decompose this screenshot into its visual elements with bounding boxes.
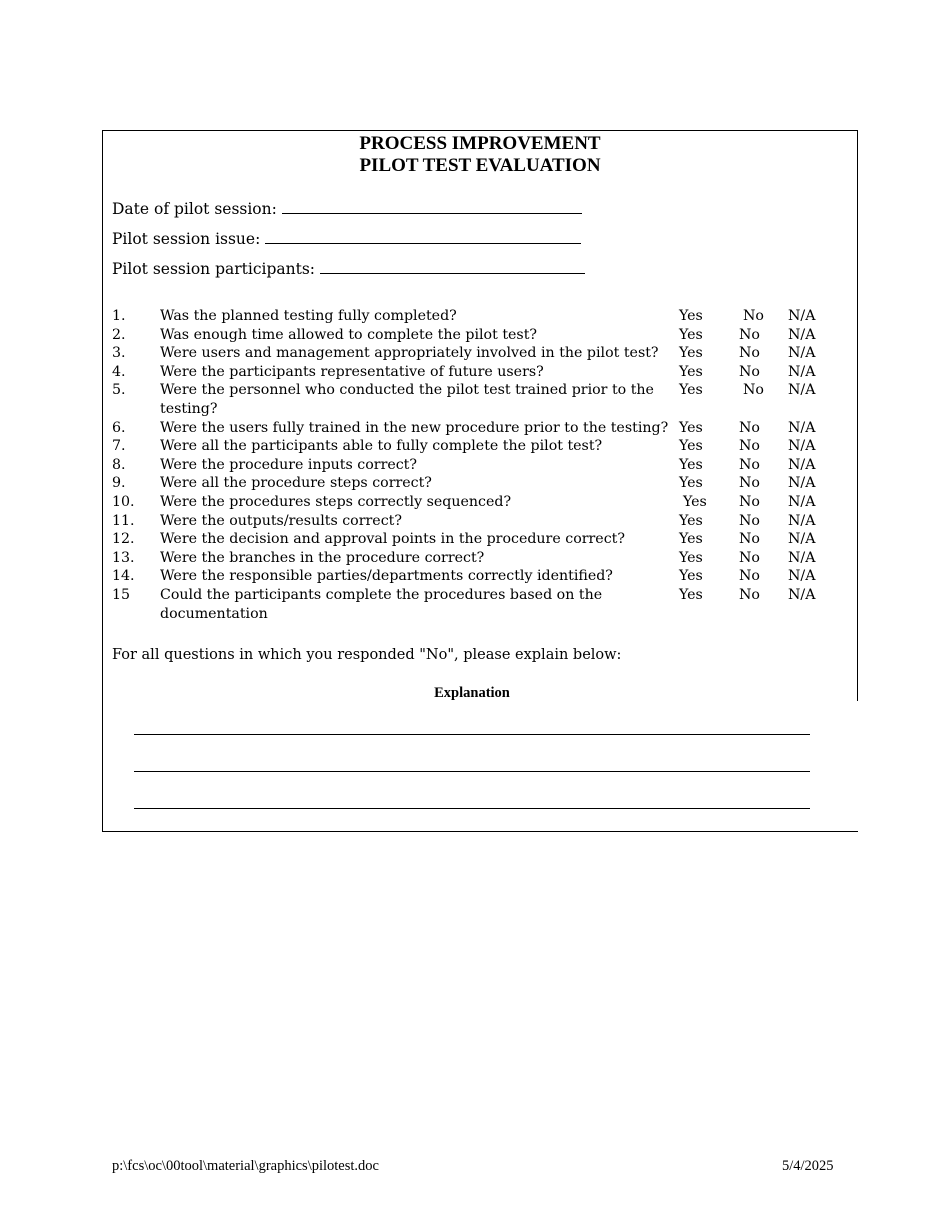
question-text: Were users and management appropriately involved in the pilot test?	[160, 345, 659, 362]
na-option[interactable]: N/A	[788, 587, 816, 603]
question-text: Could the participants complete the procedures based on the documentation	[160, 587, 603, 622]
na-option[interactable]: N/A	[788, 345, 816, 362]
no-option[interactable]: No	[743, 382, 764, 399]
date-field[interactable]	[112, 199, 582, 219]
no-option[interactable]: No	[739, 568, 760, 585]
na-option[interactable]: N/A	[788, 549, 816, 566]
yes-option[interactable]: Yes	[679, 512, 703, 529]
yes-option[interactable]: Yes	[679, 363, 703, 380]
na-option[interactable]: N/A	[788, 531, 816, 548]
question-text: Was the planned testing fully completed?	[160, 308, 457, 324]
yes-option[interactable]: Yes	[679, 419, 703, 436]
question-text: Were the procedure inputs correct?	[160, 456, 417, 473]
no-option[interactable]: No	[739, 363, 760, 380]
question-text: Were the outputs/results correct?	[160, 512, 402, 529]
question-text: Were the personnel who conducted the pilot test trained prior to the testing?	[160, 382, 654, 417]
question-number: 5.	[112, 382, 126, 399]
question-text: Were the decision and approval points in the procedure correct?	[160, 531, 625, 548]
footer-date: 5/4/2025	[782, 1158, 834, 1174]
question-text: Was enough time allowed to complete the pilot test?	[160, 326, 537, 343]
question-number: 13.	[112, 549, 135, 566]
na-option[interactable]: N/A	[788, 494, 816, 510]
question-number: 3.	[112, 345, 126, 362]
no-option[interactable]: No	[739, 494, 760, 510]
na-option[interactable]: N/A	[788, 568, 816, 585]
question-text: Were all the procedure steps correct?	[160, 475, 432, 492]
form-title-line-1: PROCESS IMPROVEMENT	[359, 133, 601, 154]
question-text: Were the procedures steps correctly sequenced?	[160, 494, 512, 510]
date-blank[interactable]	[282, 199, 582, 214]
form-title-line-2: PILOT TEST EVALUATION	[359, 155, 601, 176]
yes-option[interactable]: Yes	[679, 308, 703, 324]
issue-field[interactable]	[112, 229, 581, 249]
question-number: 10.	[112, 494, 135, 510]
na-option[interactable]: N/A	[788, 308, 816, 324]
no-option[interactable]: No	[739, 456, 760, 473]
na-option[interactable]: N/A	[788, 419, 816, 436]
yes-option[interactable]: Yes	[679, 568, 703, 585]
issue-label: Pilot session issue:	[112, 230, 261, 248]
question-text: Were the responsible parties/departments correctly identified?	[160, 568, 613, 585]
yes-option[interactable]: Yes	[679, 475, 703, 492]
participants-field[interactable]	[112, 259, 585, 279]
date-label: Date of pilot session:	[112, 200, 277, 218]
question-number: 8.	[112, 456, 126, 473]
yes-option[interactable]: Yes	[679, 438, 703, 455]
no-option[interactable]: No	[739, 438, 760, 455]
participants-label: Pilot session participants:	[112, 260, 316, 278]
question-number: 11.	[112, 512, 135, 529]
question-number: 14.	[112, 568, 135, 585]
no-option[interactable]: No	[739, 531, 760, 548]
na-option[interactable]: N/A	[788, 382, 816, 399]
question-text: Were the branches in the procedure correct?	[160, 549, 485, 566]
explanation-line-2[interactable]	[134, 771, 810, 772]
no-option[interactable]: No	[739, 587, 760, 603]
explanation-line-3[interactable]	[134, 808, 810, 809]
instruction-text: For all questions in which you responded "No", please explain below:	[112, 647, 622, 663]
no-option[interactable]: No	[739, 419, 760, 436]
no-option[interactable]: No	[743, 308, 764, 324]
question-text: Were all the participants able to fully complete the pilot test?	[160, 438, 603, 455]
question-number: 4.	[112, 363, 126, 380]
form-right-border	[857, 130, 858, 701]
na-option[interactable]: N/A	[788, 438, 816, 455]
no-option[interactable]: No	[739, 475, 760, 492]
na-option[interactable]: N/A	[788, 512, 816, 529]
question-number: 12.	[112, 531, 135, 548]
question-number: 7.	[112, 438, 126, 455]
yes-option[interactable]: Yes	[679, 382, 703, 399]
na-option[interactable]: N/A	[788, 326, 816, 343]
yes-option[interactable]: Yes	[679, 456, 703, 473]
explanation-line-1[interactable]	[134, 734, 810, 735]
na-option[interactable]: N/A	[788, 363, 816, 380]
participants-blank[interactable]	[320, 259, 585, 274]
yes-option[interactable]: Yes	[679, 345, 703, 362]
question-text: Were the users fully trained in the new procedure prior to the testing?	[160, 419, 669, 436]
no-option[interactable]: No	[739, 326, 760, 343]
question-number: 6.	[112, 419, 126, 436]
na-option[interactable]: N/A	[788, 456, 816, 473]
question-number: 1.	[112, 308, 126, 324]
question-number: 9.	[112, 475, 126, 492]
no-option[interactable]: No	[739, 512, 760, 529]
explanation-heading: Explanation	[434, 685, 510, 701]
yes-option[interactable]: Yes	[679, 587, 703, 603]
yes-option[interactable]: Yes	[679, 326, 703, 343]
yes-option[interactable]: Yes	[683, 494, 707, 510]
question-text: Were the participants representative of future users?	[160, 363, 544, 380]
yes-option[interactable]: Yes	[679, 531, 703, 548]
question-number: 15	[112, 587, 131, 603]
issue-blank[interactable]	[265, 229, 581, 244]
yes-option[interactable]: Yes	[679, 549, 703, 566]
no-option[interactable]: No	[739, 549, 760, 566]
question-number: 2.	[112, 326, 126, 343]
na-option[interactable]: N/A	[788, 475, 816, 492]
footer-file-path: p:\fcs\oc\00tool\material\graphics\pilotest.doc	[112, 1158, 379, 1174]
no-option[interactable]: No	[739, 345, 760, 362]
